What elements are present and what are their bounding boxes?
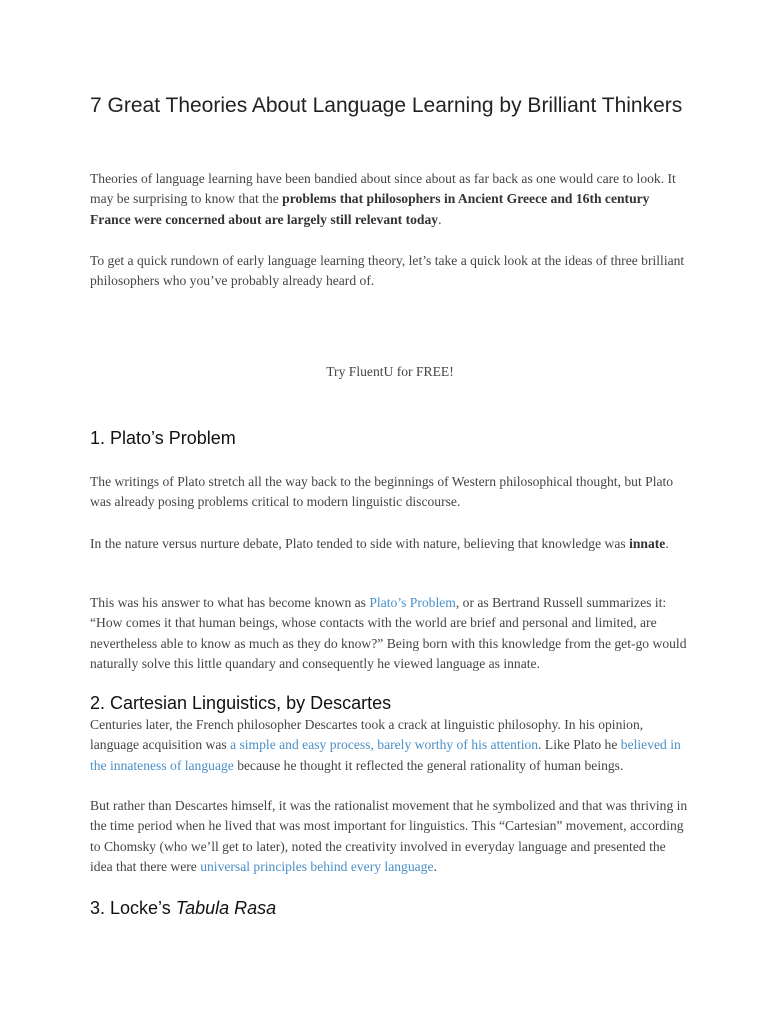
heading-text: 3. Locke’s <box>90 898 176 918</box>
paragraph-text: . Like Plato he <box>538 737 621 753</box>
intro-bold-text: problems that philosophers in Ancient Greece and 16th century France were concerned about are largely still relevant today <box>90 191 650 227</box>
section-2-heading: 2. Cartesian Linguistics, by Descartes <box>90 693 392 713</box>
universal-principles-link[interactable]: universal principles behind every language <box>200 858 434 874</box>
intro-paragraph-1 <box>90 169 690 230</box>
paragraph-text: In the nature versus nurture debate, Plato tended to side with nature, believing that knowledge was <box>90 536 630 551</box>
section-2-paragraph-1 <box>90 715 690 776</box>
section-1-paragraph-3 <box>90 593 690 674</box>
section-1-heading: 1. Plato’s Problem <box>90 428 236 448</box>
tabula-rasa-italic: Tabula Rasa <box>175 898 277 918</box>
paragraph-text-end: . <box>433 858 437 874</box>
paragraph-text-end: because he thought it reflected the general rationality of human beings. <box>233 757 624 773</box>
paragraph-text: Centuries later, the French philosopher Descartes took a crack at linguistic philosophy. In his opinion, language acquisition was <box>90 717 644 753</box>
section-2-paragraph-2 <box>90 796 690 877</box>
fluentu-cta-link[interactable]: Try FluentU for FREE! <box>326 364 454 379</box>
section-1-paragraph-2 <box>90 534 690 554</box>
paragraph-text: But rather than Descartes himself, it was the rationalist movement that he symbolized and that was thriving in the time period when he lived that was most important for linguistics. This “Cartesian” movement, according to Chomsky (who we’ll get to later), noted the creativity involved in everyday language and presented the idea that there were <box>90 798 688 874</box>
intro-text-end: . <box>438 211 442 227</box>
innateness-of-language-link[interactable]: believed in the innateness of language <box>90 737 681 773</box>
paragraph-text-end: , or as Bertrand Russell summarizes it: “How comes it that human beings, whose contacts with the world are brief and personal and limited, are nevertheless able to know as much as they do know?” Being born with this knowledge from the get-go would naturally solve this little quandary and consequently he viewed language as innate. <box>90 595 687 671</box>
page-title: 7 Great Theories About Language Learning by Brilliant Thinkers <box>90 94 683 117</box>
simple-easy-process-link[interactable]: a simple and easy process, barely worthy of his attention <box>230 737 539 753</box>
paragraph-text: This was his answer to what has become known as <box>90 595 370 610</box>
innate-bold-text: innate <box>629 536 666 551</box>
intro-paragraph-2: To get a quick rundown of early language learning theory, let’s take a quick look at the ideas of three brilliant philosophers who you’ve probably already heard of. <box>90 253 685 289</box>
intro-text: Theories of language learning have been bandied about since about as far back as one would care to look. It may be surprising to know that the <box>90 171 676 207</box>
paragraph-text-end: . <box>665 536 669 551</box>
section-3-heading <box>90 897 276 919</box>
platos-problem-link[interactable]: Plato’s Problem <box>369 595 456 610</box>
section-1-paragraph-1: The writings of Plato stretch all the way back to the beginnings of Western philosophical thought, but Plato was already posing problems critical to modern linguistic discourse. <box>90 474 674 510</box>
